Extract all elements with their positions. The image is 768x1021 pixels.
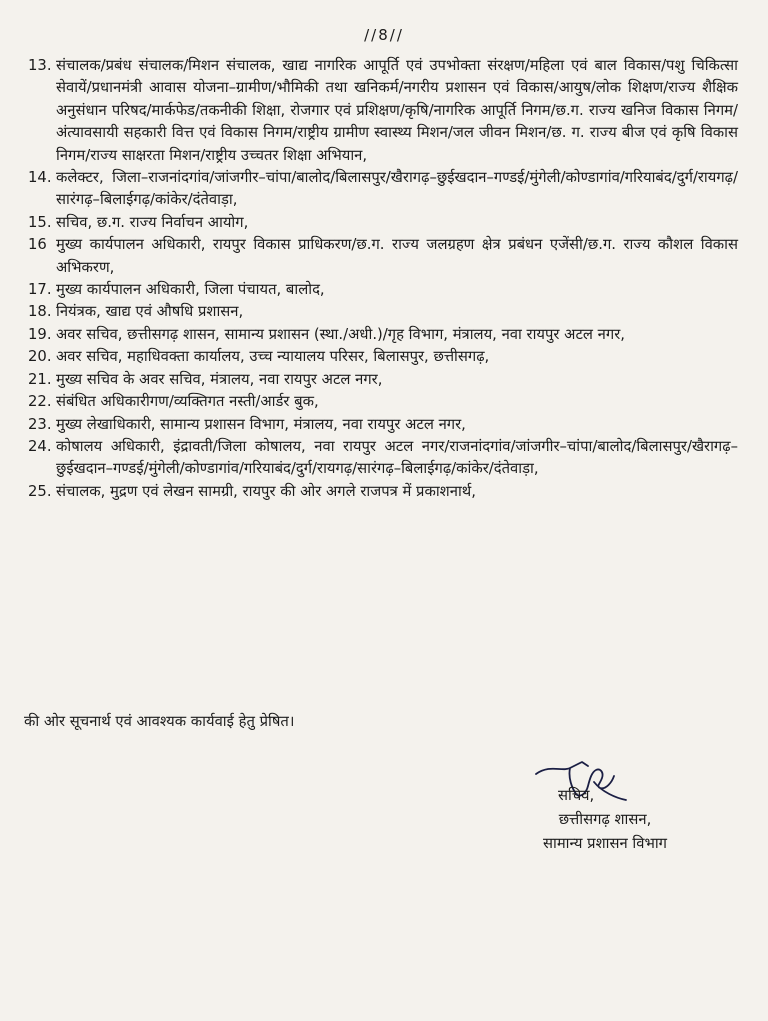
closing-line: की ओर सूचनार्थ एवं आवश्यक कार्यवाई हेतु प्रेषित। [24, 713, 295, 730]
signatory-government: छत्तीसगढ़ शासन, [558, 811, 652, 828]
list-item [28, 391, 738, 413]
item-number: 17. [28, 281, 52, 299]
page-number: //8// [364, 26, 404, 44]
item-number: 14. [28, 169, 52, 187]
item-number: 15. [28, 213, 52, 231]
item-text: कलेक्टर, जिला–राजनांदगांव/जांजगीर–चांपा/बालोद/बिलासपुर/खैरागढ़–छुईखदान–गण्डई/मुंगेली/कोण्डागांव/गरियाबंद/दुर्ग/रायगढ़/सारंगढ़–बिलाईगढ़/कांकेर/दंतेवाड़ा, [56, 169, 738, 209]
list-item [28, 346, 738, 368]
list-item [28, 279, 738, 301]
item-number: 19. [28, 325, 52, 343]
item-number: 23. [28, 415, 52, 433]
item-text: नियंत्रक, खाद्य एवं औषधि प्रशासन, [56, 303, 244, 321]
item-text: संबंधित अधिकारीगण/व्यक्तिगत नस्ती/आर्डर बुक, [56, 393, 319, 411]
item-number: 16 [28, 236, 47, 254]
list-item [28, 414, 738, 436]
item-text: संचालक, मुद्रण एवं लेखन सामग्री, रायपुर की ओर अगले राजपत्र में प्रकाशनार्थ, [56, 482, 476, 500]
list-item [28, 436, 738, 481]
list-item [28, 167, 738, 212]
item-number: 13. [28, 57, 52, 74]
distribution-list [28, 55, 738, 503]
list-item [28, 369, 738, 391]
list-item [28, 212, 738, 234]
list-item [28, 234, 738, 279]
item-text: मुख्य लेखाधिकारी, सामान्य प्रशासन विभाग, मंत्रालय, नवा रायपुर अटल नगर, [56, 415, 466, 433]
item-number: 20. [28, 348, 52, 366]
item-text: अवर सचिव, महाधिवक्ता कार्यालय, उच्च न्यायालय परिसर, बिलासपुर, छत्तीसगढ़, [56, 348, 490, 366]
item-text: मुख्य कार्यपालन अधिकारी, रायपुर विकास प्राधिकरण/छ.ग. राज्य जलग्रहण क्षेत्र प्रबंधन एजेंसी/छ.ग. राज्य कौशल विकास अभिकरण, [56, 236, 738, 276]
item-text: मुख्य सचिव के अवर सचिव, मंत्रालय, नवा रायपुर अटल नगर, [56, 370, 383, 388]
item-number: 25. [28, 482, 52, 500]
list-item [28, 324, 738, 346]
item-text: कोषालय अधिकारी, इंद्रावती/जिला कोषालय, नवा रायपुर अटल नगर/राजनांदगांव/जांजगीर–चांपा/बालोद/बिलासपुर/खैरागढ़–छुईखदान–गण्डई/मुंगेली/कोण्डागांव/गरियाबंद/दुर्ग/रायगढ़/सारंगढ़–बिलाईगढ़/कांकेर/दंतेवाड़ा, [56, 437, 738, 478]
item-number: 21. [28, 370, 52, 388]
signatory-department: सामान्य प्रशासन विभाग [542, 835, 668, 852]
item-text: संचालक/प्रबंध संचालक/मिशन संचालक, खाद्य नागरिक आपूर्ति एवं उपभोक्ता संरक्षण/महिला एवं बाल विकास/पशु चिकित्सा सेवायें/प्रधानमंत्री आवास योजना–ग्रामीण/भौमिकी तथा खनिकर्म/नगरीय प्रशासन एवं विकास/आयुष/लोक शिक्षण/राज्य शैक्षिक अनुसंधान परिषद/मार्कफेड/तकनीकी शिक्षा, रोजगार एवं प्रशिक्षण/कृषि/नागरिक आपूर्ति निगम/छ.ग. राज्य खनिज विकास निगम/अंत्यावसायी सहकारी वित्त एवं विकास निगम/राष्ट्रीय ग्रामीण स्वास्थ्य मिशन/जल जीवन मिशन/छ. ग. राज्य बीज एवं कृषि विकास निगम/राज्य साक्षरता मिशन/राष्ट्रीय उच्चतर शिक्षा अभियान, [56, 57, 738, 164]
signatory-designation: सचिव, [558, 787, 595, 804]
signature-block [470, 760, 740, 856]
item-number: 18. [28, 303, 52, 321]
item-text: मुख्य कार्यपालन अधिकारी, जिला पंचायत, बालोद, [56, 281, 325, 299]
list-item [28, 301, 738, 323]
list-item [28, 481, 738, 503]
item-text: अवर सचिव, छत्तीसगढ़ शासन, सामान्य प्रशासन (स्था./अधी.)/गृह विभाग, मंत्रालय, नवा रायपुर अटल नगर, [56, 325, 625, 343]
list-item [28, 55, 738, 167]
item-text: सचिव, छ.ग. राज्य निर्वाचन आयोग, [56, 213, 249, 231]
item-number: 24. [28, 437, 52, 455]
item-number: 22. [28, 393, 52, 411]
